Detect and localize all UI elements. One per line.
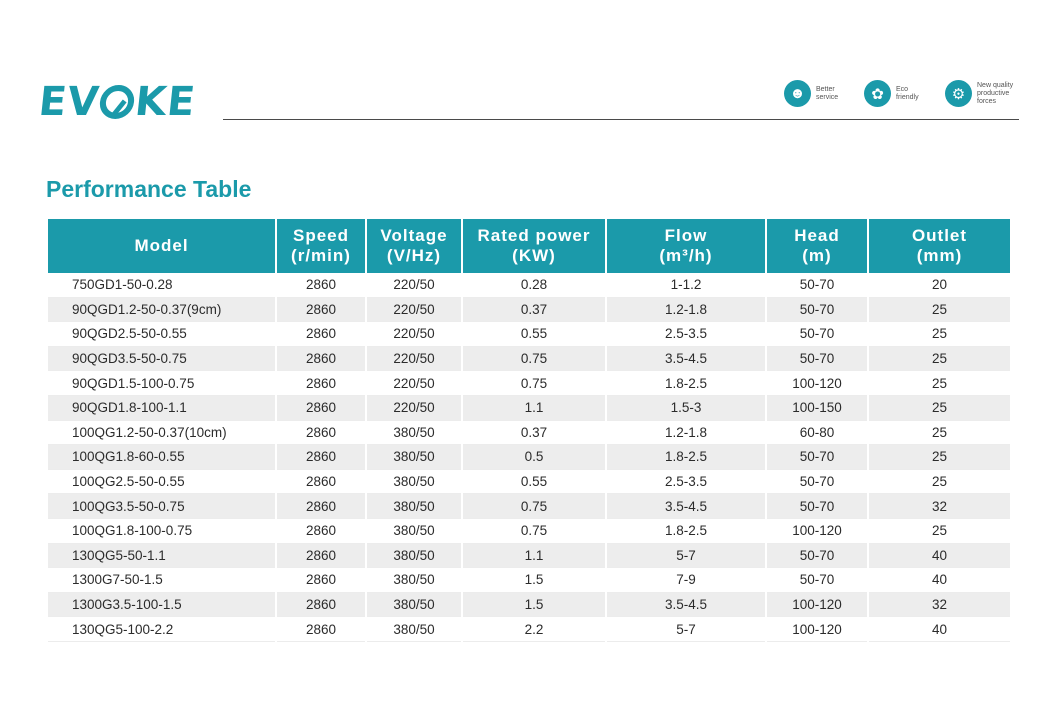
cell-rated-power: 0.75 bbox=[462, 371, 606, 396]
cell-speed: 2860 bbox=[276, 322, 366, 347]
feature-eco-friendly bbox=[864, 80, 944, 107]
cell-flow: 5-7 bbox=[606, 617, 766, 642]
cell-model: 90QGD1.8-100-1.1 bbox=[48, 395, 276, 420]
feature-better-service bbox=[784, 80, 864, 107]
header-flow: Flow (m³/h) bbox=[606, 219, 766, 273]
cell-voltage: 380/50 bbox=[366, 543, 462, 568]
cell-head: 50-70 bbox=[766, 568, 868, 593]
cell-head: 100-120 bbox=[766, 371, 868, 396]
table-row bbox=[48, 592, 1010, 617]
cell-rated-power: 0.37 bbox=[462, 420, 606, 445]
cell-rated-power: 1.5 bbox=[462, 592, 606, 617]
cell-head: 50-70 bbox=[766, 346, 868, 371]
cell-flow: 1.5-3 bbox=[606, 395, 766, 420]
cell-flow: 7-9 bbox=[606, 568, 766, 593]
cell-rated-power: 2.2 bbox=[462, 617, 606, 642]
cell-voltage: 380/50 bbox=[366, 469, 462, 494]
cell-model: 100QG3.5-50-0.75 bbox=[48, 494, 276, 519]
cell-outlet: 25 bbox=[868, 395, 1010, 420]
cell-outlet: 25 bbox=[868, 346, 1010, 371]
logo-o-icon bbox=[98, 85, 136, 119]
cell-flow: 3.5-4.5 bbox=[606, 494, 766, 519]
gear-icon: ⚙ bbox=[945, 80, 972, 107]
cell-outlet: 40 bbox=[868, 617, 1010, 642]
header-speed: Speed (r/min) bbox=[276, 219, 366, 273]
feature-label: New quality productive forces bbox=[977, 81, 1014, 105]
header-divider bbox=[223, 119, 1019, 120]
cell-model: 100QG1.8-60-0.55 bbox=[48, 445, 276, 470]
cell-model: 1300G7-50-1.5 bbox=[48, 568, 276, 593]
cell-outlet: 40 bbox=[868, 543, 1010, 568]
cell-flow: 5-7 bbox=[606, 543, 766, 568]
cell-speed: 2860 bbox=[276, 592, 366, 617]
table-row bbox=[48, 617, 1010, 642]
cell-head: 50-70 bbox=[766, 445, 868, 470]
cell-voltage: 380/50 bbox=[366, 518, 462, 543]
cell-head: 100-150 bbox=[766, 395, 868, 420]
cell-head: 50-70 bbox=[766, 297, 868, 322]
cell-flow: 2.5-3.5 bbox=[606, 469, 766, 494]
cell-voltage: 380/50 bbox=[366, 445, 462, 470]
table-row bbox=[48, 297, 1010, 322]
table-row bbox=[48, 543, 1010, 568]
cell-outlet: 25 bbox=[868, 445, 1010, 470]
page-title: Performance Table bbox=[46, 176, 252, 202]
table-row bbox=[48, 346, 1010, 371]
cell-voltage: 220/50 bbox=[366, 371, 462, 396]
cell-speed: 2860 bbox=[276, 273, 366, 297]
cell-outlet: 25 bbox=[868, 297, 1010, 322]
cell-model: 1300G3.5-100-1.5 bbox=[48, 592, 276, 617]
table-row bbox=[48, 371, 1010, 396]
cell-rated-power: 0.75 bbox=[462, 494, 606, 519]
cell-model: 750GD1-50-0.28 bbox=[48, 273, 276, 297]
table-row bbox=[48, 568, 1010, 593]
cell-speed: 2860 bbox=[276, 445, 366, 470]
cell-head: 50-70 bbox=[766, 469, 868, 494]
cell-outlet: 25 bbox=[868, 371, 1010, 396]
cell-speed: 2860 bbox=[276, 518, 366, 543]
brand-logo: EV KE bbox=[36, 79, 199, 125]
cell-head: 50-70 bbox=[766, 322, 868, 347]
table-row bbox=[48, 445, 1010, 470]
cell-outlet: 25 bbox=[868, 322, 1010, 347]
cell-outlet: 25 bbox=[868, 420, 1010, 445]
cell-voltage: 220/50 bbox=[366, 395, 462, 420]
cell-speed: 2860 bbox=[276, 617, 366, 642]
cell-model: 90QGD3.5-50-0.75 bbox=[48, 346, 276, 371]
header-rated-power: Rated power (KW) bbox=[462, 219, 606, 273]
cell-head: 100-120 bbox=[766, 592, 868, 617]
service-agent-icon: ☻ bbox=[784, 80, 811, 107]
cell-voltage: 220/50 bbox=[366, 322, 462, 347]
cell-outlet: 40 bbox=[868, 568, 1010, 593]
cell-head: 50-70 bbox=[766, 543, 868, 568]
cell-flow: 1.8-2.5 bbox=[606, 518, 766, 543]
cell-speed: 2860 bbox=[276, 469, 366, 494]
cell-model: 100QG1.8-100-0.75 bbox=[48, 518, 276, 543]
cell-rated-power: 0.37 bbox=[462, 297, 606, 322]
cell-speed: 2860 bbox=[276, 371, 366, 396]
cell-model: 130QG5-100-2.2 bbox=[48, 617, 276, 642]
table-row bbox=[48, 494, 1010, 519]
cell-rated-power: 0.75 bbox=[462, 346, 606, 371]
cell-flow: 1.8-2.5 bbox=[606, 445, 766, 470]
cell-voltage: 380/50 bbox=[366, 617, 462, 642]
table-header-row bbox=[48, 219, 1010, 273]
cell-outlet: 32 bbox=[868, 494, 1010, 519]
cell-voltage: 220/50 bbox=[366, 346, 462, 371]
cell-speed: 2860 bbox=[276, 420, 366, 445]
cell-model: 90QGD1.5-100-0.75 bbox=[48, 371, 276, 396]
cell-head: 100-120 bbox=[766, 518, 868, 543]
table-row bbox=[48, 518, 1010, 543]
cell-flow: 1.2-1.8 bbox=[606, 420, 766, 445]
cell-model: 100QG2.5-50-0.55 bbox=[48, 469, 276, 494]
cell-rated-power: 1.1 bbox=[462, 543, 606, 568]
table-row bbox=[48, 469, 1010, 494]
table-row bbox=[48, 395, 1010, 420]
cell-voltage: 380/50 bbox=[366, 592, 462, 617]
performance-table bbox=[48, 219, 1010, 642]
cell-speed: 2860 bbox=[276, 494, 366, 519]
cell-rated-power: 1.5 bbox=[462, 568, 606, 593]
header-head: Head (m) bbox=[766, 219, 868, 273]
header-model: Model bbox=[48, 219, 276, 273]
cell-head: 50-70 bbox=[766, 273, 868, 297]
cell-speed: 2860 bbox=[276, 297, 366, 322]
cell-model: 130QG5-50-1.1 bbox=[48, 543, 276, 568]
cell-model: 90QGD1.2-50-0.37(9cm) bbox=[48, 297, 276, 322]
cell-flow: 1.8-2.5 bbox=[606, 371, 766, 396]
feature-label: Eco friendly bbox=[896, 85, 919, 101]
cell-flow: 3.5-4.5 bbox=[606, 592, 766, 617]
cell-speed: 2860 bbox=[276, 346, 366, 371]
cell-head: 100-120 bbox=[766, 617, 868, 642]
cell-rated-power: 0.75 bbox=[462, 518, 606, 543]
cell-voltage: 380/50 bbox=[366, 568, 462, 593]
cell-rated-power: 1.1 bbox=[462, 395, 606, 420]
cell-outlet: 25 bbox=[868, 469, 1010, 494]
table-row bbox=[48, 322, 1010, 347]
eco-leaf-icon: ✿ bbox=[864, 80, 891, 107]
cell-rated-power: 0.28 bbox=[462, 273, 606, 297]
cell-voltage: 380/50 bbox=[366, 420, 462, 445]
cell-flow: 1-1.2 bbox=[606, 273, 766, 297]
table-row bbox=[48, 273, 1010, 297]
table-row bbox=[48, 420, 1010, 445]
cell-flow: 2.5-3.5 bbox=[606, 322, 766, 347]
header-voltage: Voltage (V/Hz) bbox=[366, 219, 462, 273]
feature-new-quality bbox=[945, 80, 1025, 107]
cell-voltage: 380/50 bbox=[366, 494, 462, 519]
cell-rated-power: 0.5 bbox=[462, 445, 606, 470]
cell-speed: 2860 bbox=[276, 568, 366, 593]
cell-flow: 1.2-1.8 bbox=[606, 297, 766, 322]
cell-speed: 2860 bbox=[276, 543, 366, 568]
cell-voltage: 220/50 bbox=[366, 273, 462, 297]
cell-speed: 2860 bbox=[276, 395, 366, 420]
cell-outlet: 32 bbox=[868, 592, 1010, 617]
cell-outlet: 25 bbox=[868, 518, 1010, 543]
cell-model: 90QGD2.5-50-0.55 bbox=[48, 322, 276, 347]
cell-head: 50-70 bbox=[766, 494, 868, 519]
cell-outlet: 20 bbox=[868, 273, 1010, 297]
cell-voltage: 220/50 bbox=[366, 297, 462, 322]
header-outlet: Outlet (mm) bbox=[868, 219, 1010, 273]
cell-flow: 3.5-4.5 bbox=[606, 346, 766, 371]
cell-head: 60-80 bbox=[766, 420, 868, 445]
cell-rated-power: 0.55 bbox=[462, 469, 606, 494]
cell-rated-power: 0.55 bbox=[462, 322, 606, 347]
cell-model: 100QG1.2-50-0.37(10cm) bbox=[48, 420, 276, 445]
feature-label: Better service bbox=[816, 85, 839, 101]
